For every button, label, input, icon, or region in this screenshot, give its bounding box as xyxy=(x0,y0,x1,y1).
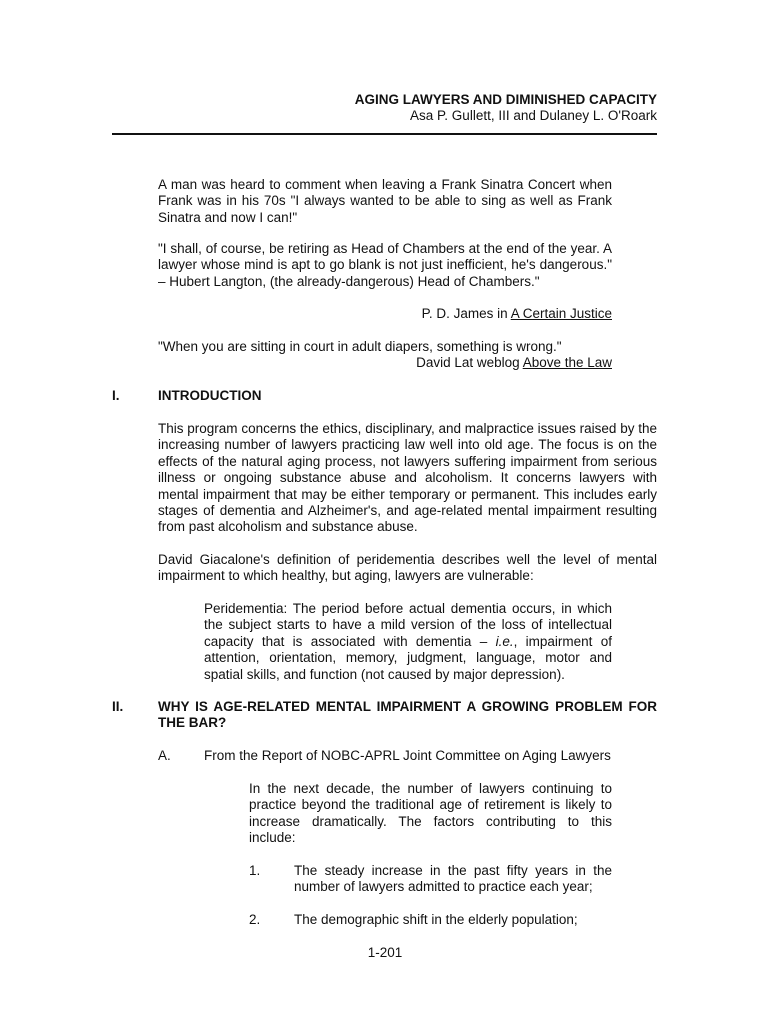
document-header xyxy=(112,92,657,125)
attribution-work: A Certain Justice xyxy=(510,306,612,321)
subsection-a-title: From the Report of NOBC-APRL Joint Committee on Aging Lawyers xyxy=(204,748,611,763)
page-number: 1-201 xyxy=(367,945,403,960)
section-2-number: II. xyxy=(112,699,124,714)
list-item-2-number: 2. xyxy=(249,912,261,927)
section-1-paragraph-2: David Giacalone's definition of peridementia describes well the level of mental impairment to which healthy, but aging, lawyers are vulnerable: xyxy=(158,552,657,584)
definition-text-start: Peridementia: The period before actual dementia occurs, in which the subject starts to have a mild version of the loss of intellectual capacity that is associated with dementia – xyxy=(204,601,612,649)
definition-text-end: , impairment of attention, orientation, memory, judgment, language, motor and spatial skills, and function (not caused by major depression). xyxy=(204,633,612,682)
quote-sinatra: A man was heard to comment when leaving a Frank Sinatra Concert when Frank was in his 70s "I always wanted to be able to sing as well as Frank Sinatra and now I can!" xyxy=(158,177,612,225)
document-title: AGING LAWYERS AND DIMINISHED CAPACITY xyxy=(354,92,657,107)
peridementia-definition xyxy=(204,601,612,683)
quote-lat-attribution xyxy=(158,355,612,371)
section-1-number: I. xyxy=(112,388,120,403)
attribution-work: Above the Law xyxy=(522,355,612,370)
header-rule xyxy=(112,133,657,135)
quote-langton: "I shall, of course, be retiring as Head of Chambers at the end of the year. A lawyer whose mind is apt to go blank is not just inefficient, he's dangerous." – Hubert Langton, (the already-dangerous) Head of Chambers." xyxy=(158,241,612,289)
section-2-heading: WHY IS AGE-RELATED MENTAL IMPAIRMENT A GROWING PROBLEM FOR THE BAR? xyxy=(158,699,657,731)
section-1-paragraph-1: This program concerns the ethics, disciplinary, and malpractice issues raised by the increasing number of lawyers practicing law well into old age. The focus is on the effects of the natural aging process, not lawyers suffering impairment from serious illness or ongoing substance abuse and alcoholism. It concerns lawyers with mental impairment that may be either temporary or permanent. This includes early stages of dementia and Alzheimer's, and age-related mental impairment resulting from past alcoholism and substance abuse. xyxy=(158,421,657,535)
attribution-prefix: P. D. James in xyxy=(421,306,511,321)
subsection-a-letter: A. xyxy=(158,748,171,763)
list-item-1-number: 1. xyxy=(249,863,261,878)
quote-langton-attribution xyxy=(158,306,612,322)
report-paragraph: In the next decade, the number of lawyers continuing to practice beyond the traditional age of retirement is likely to increase dramatically. The factors contributing to this include: xyxy=(249,781,612,846)
document-authors: Asa P. Gullett, III and Dulaney L. O'Roark xyxy=(410,108,657,124)
list-item-2-text: The demographic shift in the elderly population; xyxy=(294,912,578,927)
definition-ie: i.e. xyxy=(495,633,514,649)
list-item-1-text: The steady increase in the past fifty years in the number of lawyers admitted to practice each year; xyxy=(294,863,612,895)
section-1-heading: INTRODUCTION xyxy=(158,388,262,403)
quote-lat: "When you are sitting in court in adult diapers, something is wrong." xyxy=(158,339,562,354)
attribution-prefix: David Lat weblog xyxy=(416,355,523,370)
